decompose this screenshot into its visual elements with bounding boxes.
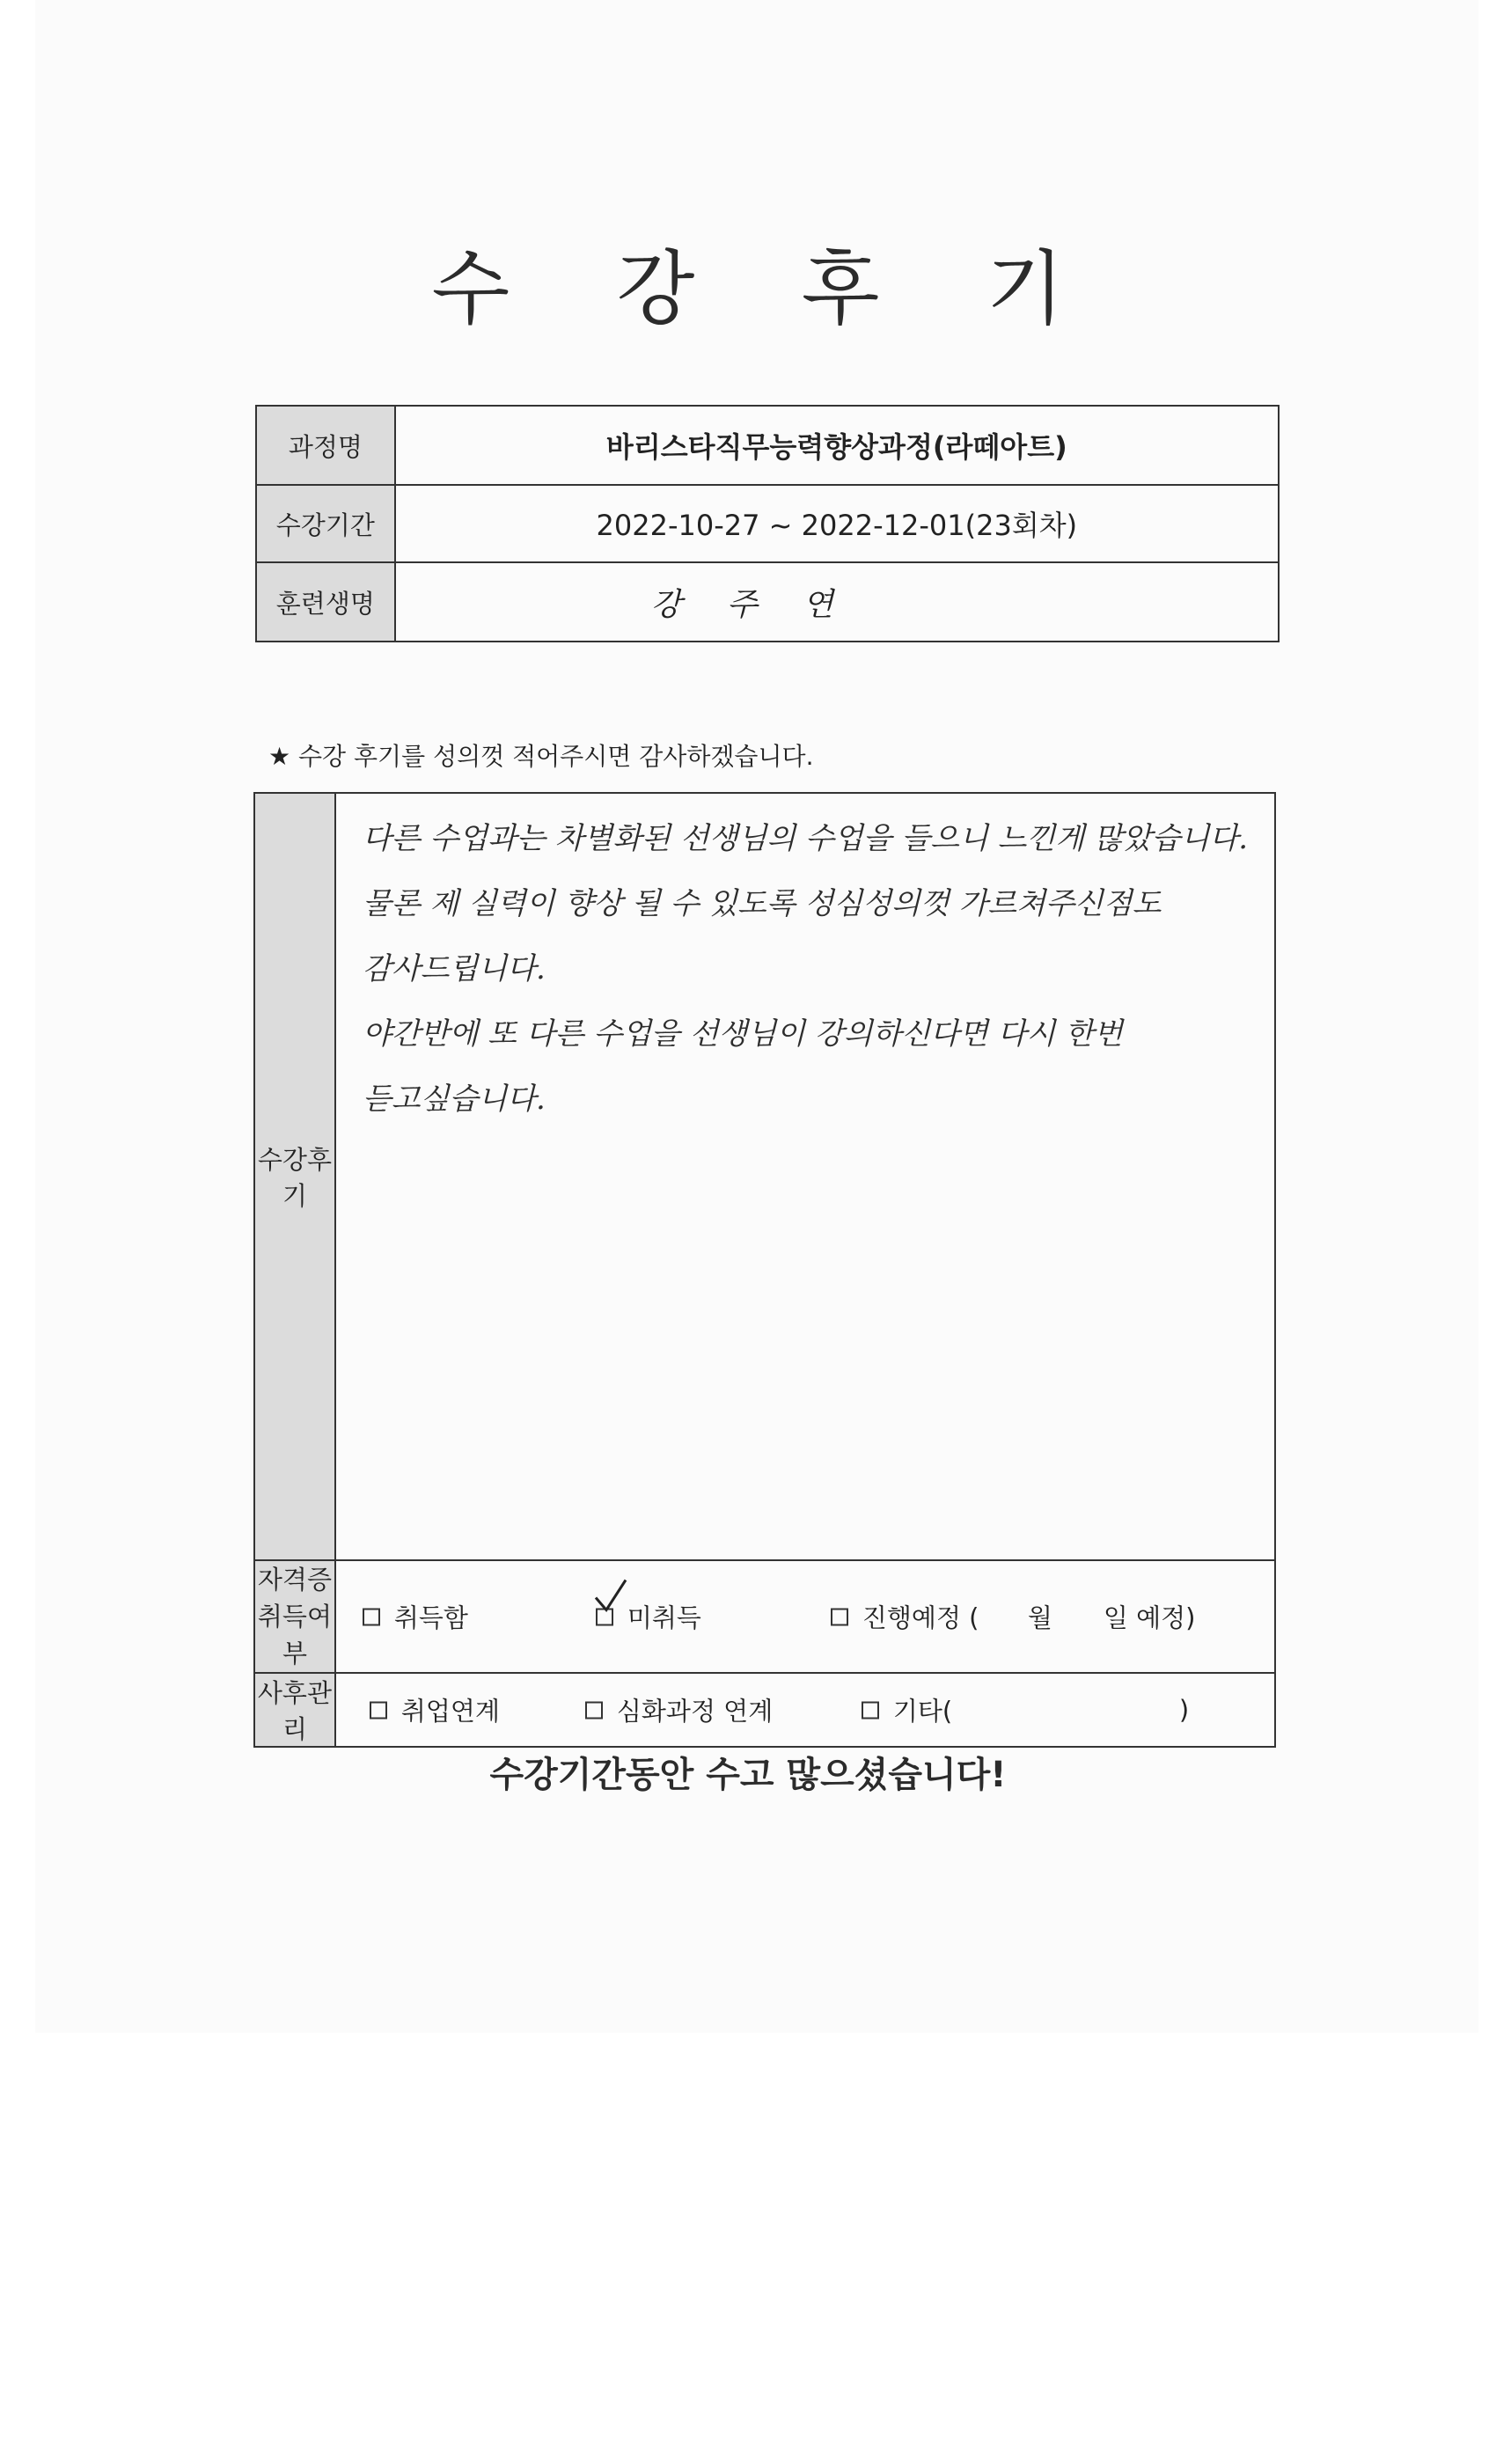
option-other[interactable]: 기타( [862,1692,952,1728]
option-in-progress[interactable]: 진행예정 ( [831,1599,979,1635]
checkbox-acquired[interactable] [363,1609,380,1626]
period-label: 수강기간 [256,485,395,562]
course-info-table [255,405,1280,642]
certificate-label-line2: 취득여부 [257,1602,332,1668]
option-acquired[interactable]: 취득함 [363,1599,468,1635]
review-line: 야간반에 또 다른 수업을 선생님이 강의하신다면 다시 한번 [362,1016,1123,1052]
checkbox-other[interactable] [862,1702,879,1720]
instruction-note: ★ 수강 후기를 성의껏 적어주시면 감사하겠습니다. [268,742,814,771]
review-line: 감사드립니다. [362,951,546,986]
day-planned-text: 일 예정) [1103,1602,1196,1633]
checkbox-employment[interactable] [370,1702,387,1720]
review-line: 물론 제 실력이 향상 될 수 있도록 성심성의껏 가르쳐주신점도 [362,886,1162,921]
checkbox-not-acquired[interactable] [596,1609,613,1626]
checkbox-in-progress[interactable] [831,1609,848,1626]
certificate-label [254,1560,335,1673]
aftercare-label: 사후관리 [254,1673,335,1747]
footer-message: 수강기간동안 수고 많으셨습니다! [489,1755,1007,1795]
certificate-options [335,1560,1275,1673]
review-line: 듣고싶습니다. [362,1082,546,1117]
period-value: 2022-10-27 ~ 2022-12-01(23회차) [395,485,1279,562]
option-advanced-course[interactable]: 심화과정 연계 [585,1692,773,1728]
checkmark-icon [592,1579,627,1614]
option-employment[interactable]: 취업연계 [370,1692,500,1728]
review-table [253,792,1276,1748]
review-label: 수강후기 [254,793,335,1560]
review-line: 다른 수업과는 차별화된 선생님의 수업을 들으니 느낀게 많았습니다. [362,821,1248,856]
page-title: 수 강 후 기 [431,242,1105,336]
trainee-name-label: 훈련생명 [256,562,395,642]
course-name-label: 과정명 [256,406,395,485]
other-close-paren: ) [1178,1695,1190,1725]
checkbox-advanced-course[interactable] [585,1702,603,1720]
trainee-name-value: 강 주 연 [395,562,1279,642]
course-name-value: 바리스타직무능력향상과정(라떼아트) [395,406,1279,485]
review-text-area [335,793,1275,1560]
option-not-acquired[interactable]: 미취득 [596,1599,701,1635]
month-text: 월 [1027,1602,1052,1633]
aftercare-options [335,1673,1275,1747]
certificate-label-line1: 자격증 [257,1565,332,1595]
